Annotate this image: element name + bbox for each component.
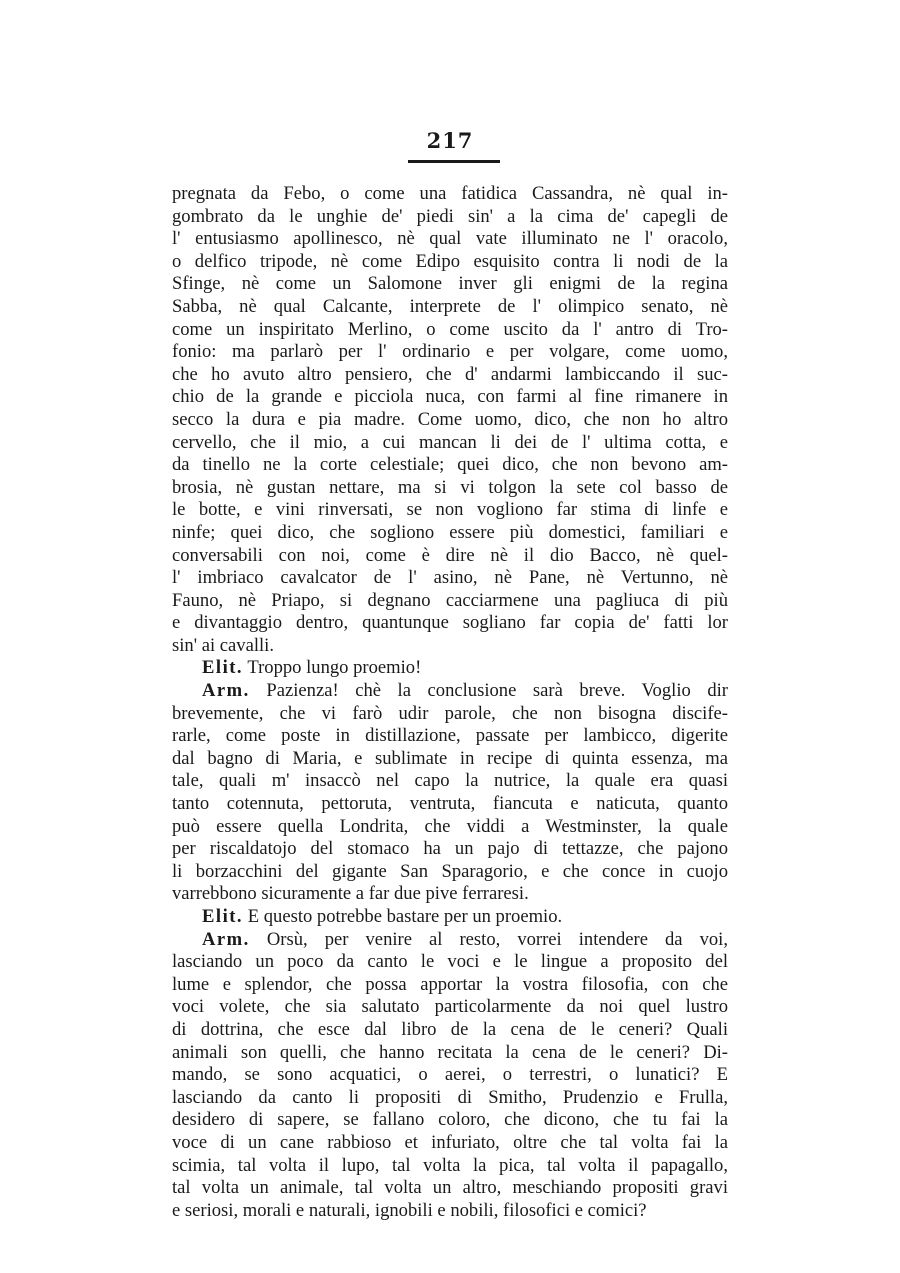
text-line: [172, 228, 728, 251]
line-text: sin' ai cavalli.: [172, 634, 274, 656]
text-line: [172, 635, 728, 658]
text-line: [172, 386, 728, 409]
text-line: [172, 1087, 728, 1110]
line-text: l' entusiasmo apollinesco, nè qual vate illuminato ne l' oracolo,: [172, 228, 728, 250]
text-line: [172, 861, 728, 884]
text-line: [172, 703, 728, 726]
line-text: lasciando da canto li propositi di Smitho, Prudenzio e Frulla,: [172, 1086, 728, 1108]
line-text: cervello, che il mio, a cui mancan li dei de l' ultima cotta, e: [172, 431, 728, 453]
line-text: e seriosi, morali e naturali, ignobili e nobili, filosofici e comici?: [172, 1199, 647, 1221]
line-text: mando, se sono acquatici, o aerei, o terrestri, o lunatici? E: [172, 1064, 728, 1086]
line-text: tale, quali m' insaccò nel capo la nutrice, la quale era quasi: [172, 770, 728, 792]
text-line: [172, 454, 728, 477]
line-text: fonio: ma parlarò per l' ordinario e per volgare, come uomo,: [172, 341, 728, 363]
line-text: o delfico tripode, nè come Edipo esquisito contra li nodi de la: [172, 250, 728, 272]
line-text: Sfinge, nè come un Salomone inver gli enigmi de la regina: [172, 273, 728, 295]
line-text: può essere quella Londrita, che viddi a Westminster, la quale: [172, 815, 728, 837]
line-text: tal volta un animale, tal volta un altro, meschiando propositi gravi: [172, 1177, 728, 1199]
line-text: Troppo lungo proemio!: [243, 657, 422, 679]
line-text: da tinello ne la corte celestiale; quei dico, che non bevono am-: [172, 454, 728, 476]
text-line: [172, 770, 728, 793]
line-text: ninfe; quei dico, che sogliono essere più domestici, familiari e: [172, 521, 728, 543]
header-rule: [408, 160, 500, 163]
line-text: e divantaggio dentro, quantunque sogliano far copia de' fatti lor: [172, 612, 728, 634]
text-line: [172, 1132, 728, 1155]
line-text: Sabba, nè qual Calcante, interprete de l' olimpico senato, nè: [172, 295, 728, 317]
line-text: voci volete, che sia salutato particolarmente da noi quel lustro: [172, 996, 728, 1018]
line-text: rarle, come poste in distillazione, passate per lambicco, digerite: [172, 725, 728, 747]
line-text: pregnata da Febo, o come una fatidica Cassandra, nè qual in-: [172, 183, 728, 204]
speaker-label: Elit.: [202, 906, 244, 927]
line-text: per riscaldatojo del stomaco ha un pajo di tettazze, che pajono: [172, 838, 728, 860]
text-line: [172, 1019, 728, 1042]
body-text: [172, 183, 728, 1222]
text-line: [172, 838, 728, 861]
text-line: [172, 273, 728, 296]
line-text: E questo potrebbe bastare per un proemio.: [243, 906, 563, 927]
text-line: [172, 951, 728, 974]
line-text: voce di un cane rabbioso et infuriato, oltre che tal volta fai la: [172, 1131, 728, 1153]
line-text: Fauno, nè Priapo, si degnano cacciarmene una pagliuca di più: [172, 589, 728, 611]
speaker-label: Arm.: [202, 928, 250, 950]
text-line: [172, 251, 728, 274]
line-text: varrebbono sicuramente a far due pive ferraresi.: [172, 883, 529, 905]
dialogue-line: [172, 929, 728, 952]
line-text: che ho avuto altro pensiero, che d' andarmi lambiccando il suc-: [172, 363, 728, 385]
text-line: [172, 206, 728, 229]
line-text: animali son quelli, che hanno recitata la cena de le ceneri? Di-: [172, 1041, 728, 1063]
line-text: li borzacchini del gigante San Sparagorio, e che conce in cuojo: [172, 860, 728, 882]
text-line: [172, 748, 728, 771]
text-line: [172, 590, 728, 613]
text-line: [172, 1200, 728, 1223]
page-number: 217: [426, 128, 474, 153]
text-line: [172, 793, 728, 816]
text-line: [172, 725, 728, 748]
text-line: [172, 183, 728, 206]
dialogue-line: [172, 657, 728, 680]
text-line: [172, 1155, 728, 1178]
text-line: [172, 816, 728, 839]
line-text: secco la dura e pia madre. Come uomo, dico, che non ho altro: [172, 408, 728, 430]
text-line: [172, 545, 728, 568]
line-text: tanto cotennuta, pettoruta, ventruta, fiancuta e naticuta, quanto: [172, 793, 728, 815]
text-line: [172, 499, 728, 522]
text-line: [172, 883, 728, 906]
line-text: scimia, tal volta il lupo, tal volta la pica, tal volta il papagallo,: [172, 1154, 728, 1176]
line-text: brevemente, che vi farò udir parole, che non bisogna discife-: [172, 702, 728, 724]
line-text: conversabili con noi, come è dire nè il dio Bacco, nè quel-: [172, 544, 728, 566]
line-text: di dottrina, che esce dal libro de la cena de le ceneri? Quali: [172, 1018, 728, 1040]
dialogue-line: [172, 680, 728, 703]
text-line: [172, 432, 728, 455]
text-line: [172, 364, 728, 387]
text-line: [172, 341, 728, 364]
line-text: le botte, e vini rinversati, se non vogliono far stima di linfe e: [172, 499, 728, 521]
line-text: Orsù, per venire al resto, vorrei intendere da voi,: [249, 928, 728, 950]
text-line: [172, 1064, 728, 1087]
text-line: [172, 477, 728, 500]
line-text: gombrato da le unghie de' piedi sin' a la cima de' capegli de: [172, 205, 728, 227]
dialogue-line: [172, 906, 728, 929]
text-line: [172, 522, 728, 545]
text-line: [172, 974, 728, 997]
text-line: [172, 409, 728, 432]
line-text: l' imbriaco cavalcator de l' asino, nè Pane, nè Vertunno, nè: [172, 567, 728, 589]
line-text: brosia, nè gustan nettare, ma si vi tolgon la sete col basso de: [172, 476, 728, 498]
text-line: [172, 996, 728, 1019]
line-text: come un inspiritato Merlino, o come uscito da l' antro di Tro-: [172, 318, 728, 340]
text-line: [172, 1109, 728, 1132]
speaker-label: Elit.: [202, 657, 244, 679]
line-text: chio de la grande e picciola nuca, con farmi al fine rimanere in: [172, 386, 728, 408]
line-text: lume e splendor, che possa apportar la vostra filosofia, con che: [172, 973, 728, 995]
text-line: [172, 1042, 728, 1065]
text-line: [172, 567, 728, 590]
line-text: lasciando un poco da canto le voci e le lingue a proposito del: [172, 951, 728, 973]
text-line: [172, 296, 728, 319]
line-text: desidero di sapere, se fallano coloro, che dicono, che tu fai la: [172, 1109, 728, 1131]
text-line: [172, 319, 728, 342]
text-line: [172, 612, 728, 635]
speaker-label: Arm.: [202, 680, 250, 702]
line-text: Pazienza! chè la conclusione sarà breve. Voglio dir: [249, 680, 728, 702]
line-text: dal bagno di Maria, e sublimate in recipe di quinta essenza, ma: [172, 747, 728, 769]
text-line: [172, 1177, 728, 1200]
